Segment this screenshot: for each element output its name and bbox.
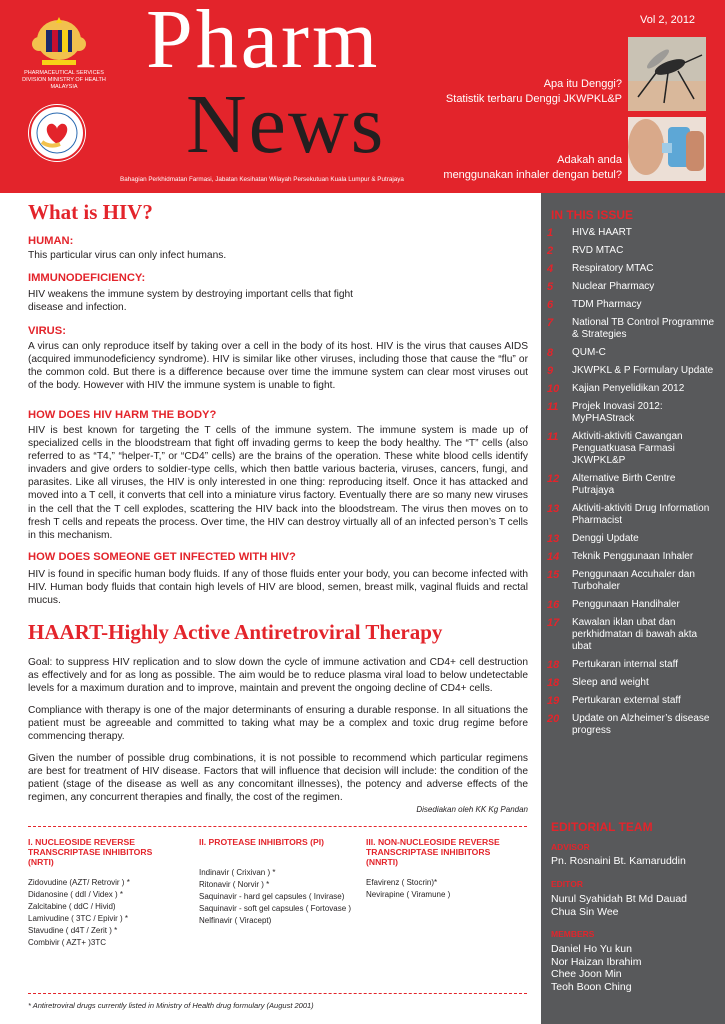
table-of-contents — [547, 227, 717, 737]
title-pharm: Pharm — [146, 0, 381, 86]
nrti-column — [28, 837, 188, 950]
toc-page-number: 6 — [547, 299, 554, 311]
teaser-dengue-line2: Statistik terbaru Denggi JKWPKL&P — [445, 93, 622, 105]
division-label: PHARMACEUTICAL SERVICES DIVISION MINISTRY OF HEALTH MALAYSIA — [22, 70, 106, 90]
drug-item: Saquinavir - hard gel capsules ( Invirase) — [199, 892, 345, 902]
toc-title: Update on Alzheimer’s disease progress — [572, 713, 710, 736]
toc-title: Projek Inovasi 2012: MyPHAStrack — [572, 401, 663, 424]
table-top-rule — [28, 826, 527, 827]
human-heading: HUMAN: — [28, 235, 74, 247]
ministry-crest-icon — [30, 16, 88, 70]
nnrti-column — [366, 837, 526, 901]
toc-item[interactable] — [547, 365, 717, 377]
infect-text: HIV is found in specific human body fluids. If any of those fluids enter your body, you can become infected with HIV. Human body fluids that contain high levels of HIV are blood, semen, breast milk, vaginal fluids and rectal mucus. — [28, 569, 528, 607]
toc-item[interactable] — [547, 473, 717, 497]
harm-text: HIV is best known for targeting the T cells of the immune system. The immune system is made up of specialized cells in the bloodstream that fight off invading germs to keep the body healthy. The “T” cells (also referred to as “T4,” “helper-T,” or “CD4” cells) are the brains of the operation. These white blood cells identify invaders and give orders to soldier-type cells, which then battle various bacteria, viruses, cancers, fungi, and parasites. Like all viruses, the HIV is only interested in one thing: reproducing itself. Once it has attacked and moved into a T cell, it converts that cell into a miniature virus factory. Eventually there are so many new viruses in the cell that the T cell explodes, scattering the HIV back into the bloodstream. The virus then moves on to fresh T cells and repeats the process. Over time, the HIV can destroy virtually all of an infected person’s T cells in this mechanism. — [28, 425, 528, 541]
toc-title: Aktiviti-aktiviti Drug Information Pharmacist — [572, 503, 710, 526]
toc-title: Kawalan iklan ubat dan perkhidmatan di bawah akta ubat — [572, 617, 698, 652]
toc-item[interactable] — [547, 695, 717, 707]
toc-item[interactable] — [547, 401, 717, 425]
tagline: Bahagian Perkhidmatan Farmasi, Jabatan Kesihatan Wilayah Persekutuan Kuala Lumpur & Putrajaya — [120, 176, 404, 183]
toc-title: Pertukaran external staff — [572, 695, 681, 706]
drug-item: Nevirapine ( Viramune ) — [366, 890, 451, 900]
toc-title: Aktiviti-aktiviti Cawangan Penguatkuasa Farmasi JKWPKL&P — [572, 431, 683, 466]
toc-page-number: 16 — [547, 599, 560, 611]
toc-page-number: 18 — [547, 659, 560, 671]
toc-title: Teknik Penggunaan Inhaler — [572, 551, 694, 562]
drug-item: Zalcitabine ( ddC / Hivid) — [28, 902, 116, 912]
drug-item: Saquinavir - soft gel capsules ( Fortovase ) — [199, 904, 352, 914]
toc-item[interactable] — [547, 431, 717, 467]
toc-page-number: 5 — [547, 281, 554, 293]
drug-item: Lamivudine ( 3TC / Epivir ) * — [28, 914, 129, 924]
drug-item: Didanosine ( ddI / Videx ) * — [28, 890, 124, 900]
toc-page-number: 10 — [547, 383, 560, 395]
members-heading: MEMBERS — [551, 929, 595, 939]
toc-item[interactable] — [547, 245, 717, 257]
toc-title: Respiratory MTAC — [572, 263, 654, 274]
teaser-inhaler-line1: Adakah anda — [557, 154, 622, 166]
toc-page-number: 11 — [547, 401, 559, 413]
toc-title: Pertukaran internal staff — [572, 659, 678, 670]
teaser-dengue-line1: Apa itu Denggi? — [543, 78, 622, 90]
drug-item: Stavudine ( d4T / Zerit ) * — [28, 926, 118, 936]
toc-title: QUM-C — [572, 347, 606, 358]
editor-name: Chua Sin Wee — [551, 905, 619, 918]
toc-item[interactable] — [547, 599, 717, 611]
toc-title: Sleep and weight — [572, 677, 649, 688]
advisor-name: Pn. Rosnaini Bt. Kamaruddin — [551, 855, 686, 867]
toc-title: Denggi Update — [572, 533, 639, 544]
inhaler-photo — [628, 117, 706, 181]
in-this-issue-heading: IN THIS ISSUE — [551, 208, 634, 222]
member-name: Nor Haizan Ibrahim — [551, 955, 642, 968]
toc-page-number: 12 — [547, 473, 560, 485]
heart-hand-badge-icon — [28, 104, 86, 162]
pi-heading: II. PROTEASE INHIBITORS (PI) — [199, 837, 324, 847]
drug-item: Nelfinavir ( Viracept) — [199, 916, 272, 926]
member-name: Teoh Boon Ching — [551, 980, 632, 993]
toc-page-number: 13 — [547, 533, 560, 545]
toc-page-number: 15 — [547, 569, 560, 581]
toc-item[interactable] — [547, 503, 717, 527]
toc-page-number: 7 — [547, 317, 554, 329]
virus-text: A virus can only reproduce itself by taking over a cell in the body of its host. HIV is the virus that causes AIDS (acquired immunodeficiency syndrome). HIV is similar like other viruses, including those that cause the “flu” or the common cold. But there is a difference because over time the immune system can clear most viruses out of the body. However with HIV the immune system is unable to fight. — [28, 341, 528, 392]
table-bottom-rule — [28, 993, 527, 994]
member-name: Chee Joon Min — [551, 968, 622, 980]
toc-title: Nuclear Pharmacy — [572, 281, 655, 292]
haart-goal: Goal: to suppress HIV replication and to slow down the cycle of immune activation and CD4+ cell destruction as effectively and for as long as possible. The aim would be to reduce plasma viral load to below undetectable levels for a maximum duration and to improve, maintain and prevent the ongoing decline of CD4+ cells. — [28, 657, 528, 695]
toc-title: Alternative Birth Centre Putrajaya — [572, 473, 676, 496]
drug-item: Efavirenz ( Stocrin)* — [366, 878, 438, 887]
volume-label: Vol 2, 2012 — [640, 14, 696, 26]
toc-page-number: 14 — [547, 551, 560, 563]
toc-title: TDM Pharmacy — [572, 299, 642, 310]
teaser-inhaler-line2: menggunakan inhaler dengan betul? — [443, 169, 622, 181]
toc-item[interactable] — [547, 533, 717, 545]
toc-item[interactable] — [547, 317, 717, 341]
toc-title: Penggunaan Accuhaler dan Turbohaler — [572, 569, 695, 592]
toc-page-number: 17 — [547, 617, 560, 629]
editor-names — [551, 893, 687, 918]
member-names — [551, 943, 641, 993]
toc-title: Kajian Penyelidikan 2012 — [572, 383, 685, 394]
drug-item: Zidovudine (AZT/ Retrovir ) * — [28, 878, 130, 887]
pi-column — [199, 837, 359, 927]
editor-heading: EDITOR — [551, 879, 583, 889]
harm-heading: HOW DOES HIV HARM THE BODY? — [28, 409, 217, 421]
human-text: This particular virus can only infect humans. — [28, 250, 227, 261]
toc-page-number: 1 — [547, 227, 554, 239]
haart-regimen: Given the number of possible drug combinations, it is not possible to recommend which particular regimens are best for treatment of HIV disease. Factors that will influence that decision will include: the condition of the patient (stage of the disease as well as any concomitant illnesses), the potency and adverse effects of the regimen, any concurrent therapies and finally, the cost of the regimen. — [28, 753, 528, 804]
toc-item[interactable] — [547, 677, 717, 689]
nnrti-heading: III. NON-NUCLEOSIDE REVERSE TRANSCRIPTASE INHIBITORS (NNRTI) — [366, 837, 500, 867]
member-name: Daniel Ho Yu kun — [551, 943, 632, 955]
toc-page-number: 13 — [547, 503, 560, 515]
editorial-team-heading: EDITORIAL TEAM — [551, 820, 653, 834]
toc-item[interactable] — [547, 713, 717, 737]
toc-item[interactable] — [547, 659, 717, 671]
hiv-title: What is HIV? — [28, 200, 153, 224]
mosquito-photo — [628, 37, 706, 111]
infect-heading: HOW DOES SOMEONE GET INFECTED WITH HIV? — [28, 551, 296, 563]
haart-compliance: Compliance with therapy is one of the major determinants of ensuring a durable response. In all situations the patient must be agreeable and committed to taking what may be a complex and toxic drug regime before commencing therapy. — [28, 705, 528, 743]
toc-page-number: 11 — [547, 431, 559, 443]
author-credit: Disediakan oleh KK Kg Pandan — [416, 805, 528, 814]
toc-item[interactable] — [547, 569, 717, 593]
toc-item[interactable] — [547, 281, 717, 293]
toc-title: RVD MTAC — [572, 245, 624, 256]
toc-item[interactable] — [547, 227, 717, 239]
toc-title: National TB Control Programme & Strategies — [572, 317, 715, 340]
teaser-dengue[interactable] — [446, 77, 622, 107]
editor-name: Nurul Syahidah Bt Md Dauad — [551, 893, 687, 905]
toc-page-number: 20 — [547, 713, 560, 725]
toc-item[interactable] — [547, 383, 717, 395]
toc-item[interactable] — [547, 299, 717, 311]
toc-page-number: 2 — [547, 245, 554, 257]
drug-item: Combivir ( AZT+ )3TC — [28, 938, 107, 948]
title-news: News — [186, 78, 386, 171]
toc-item[interactable] — [547, 551, 717, 563]
toc-page-number: 9 — [547, 365, 554, 377]
toc-page-number: 8 — [547, 347, 554, 359]
toc-title: Penggunaan Handihaler — [572, 599, 680, 610]
toc-item[interactable] — [547, 347, 717, 359]
nrti-heading: I. NUCLEOSIDE REVERSE TRANSCRIPTASE INHIBITORS (NRTI) — [28, 837, 153, 867]
drug-item: Indinavir ( Crixivan ) * — [199, 868, 276, 877]
virus-heading: VIRUS: — [28, 325, 66, 337]
toc-item[interactable] — [547, 263, 717, 275]
drug-item: Ritonavir ( Norvir ) * — [199, 880, 270, 890]
haart-title: HAART-Highly Active Antiretroviral Therapy — [28, 620, 443, 644]
advisor-heading: ADVISOR — [551, 842, 590, 852]
drug-footnote: * Antiretroviral drugs currently listed in Ministry of Health drug formulary (August 2001) — [28, 1001, 314, 1010]
toc-page-number: 18 — [547, 677, 560, 689]
toc-page-number: 4 — [547, 263, 554, 275]
toc-page-number: 19 — [547, 695, 560, 707]
toc-title: HIV& HAART — [572, 227, 632, 238]
teaser-inhaler[interactable] — [443, 153, 622, 183]
toc-title: JKWPKL & P Formulary Update — [572, 365, 714, 376]
immuno-text: HIV weakens the immune system by destroying important cells that fight disease and infection. — [28, 289, 354, 314]
immuno-heading: IMMUNODEFICIENCY: — [28, 272, 146, 284]
toc-item[interactable] — [547, 617, 717, 653]
